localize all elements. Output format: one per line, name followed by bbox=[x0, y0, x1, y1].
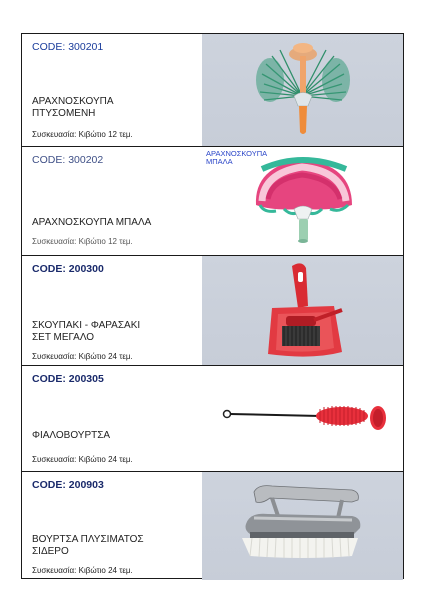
product-photo-cobweb-brush-folding bbox=[202, 34, 403, 146]
product-name bbox=[32, 96, 114, 120]
product-photo-bottle-brush bbox=[202, 366, 403, 471]
product-photo-cobweb-brush-ball bbox=[202, 147, 403, 255]
product-info bbox=[22, 472, 202, 580]
product-row-300202 bbox=[22, 147, 403, 256]
product-row-300201 bbox=[22, 34, 403, 147]
product-code bbox=[32, 263, 104, 275]
code-value: 300202 bbox=[68, 154, 104, 166]
product-name bbox=[32, 320, 140, 344]
product-photo-scrubbing-brush-iron bbox=[202, 472, 403, 580]
code-label: CODE: bbox=[32, 41, 66, 53]
code-label: CODE: bbox=[32, 263, 66, 275]
product-catalog-table bbox=[21, 33, 404, 579]
code-value: 200903 bbox=[68, 479, 104, 491]
bottle-brush-image bbox=[202, 366, 404, 471]
product-name-line: ΑΡΑΧΝΟΣΚΟΥΠΑ ΜΠΑΛΑ bbox=[32, 217, 152, 228]
product-name-line: ΠΤΥΣΟΜΕΝΗ bbox=[32, 108, 96, 119]
product-name bbox=[32, 534, 144, 558]
code-label: CODE: bbox=[32, 154, 66, 166]
product-name bbox=[32, 430, 110, 442]
product-row-200903 bbox=[22, 472, 403, 580]
caption-line: ΜΠΑΛΑ bbox=[206, 157, 233, 166]
product-name-line: ΣΕΤ ΜΕΓΑΛΟ bbox=[32, 332, 95, 343]
product-info bbox=[22, 256, 202, 365]
product-row-200305 bbox=[22, 366, 403, 472]
scrubbing-brush-iron-image bbox=[202, 472, 404, 579]
product-code bbox=[32, 373, 104, 385]
product-code bbox=[32, 154, 103, 166]
code-label: CODE: bbox=[32, 479, 66, 491]
code-label: CODE: bbox=[32, 373, 66, 385]
product-code bbox=[32, 479, 104, 491]
product-name-line: ΦΙΑΛΟΒΟΥΡΤΣΑ bbox=[32, 430, 111, 441]
product-packaging: Συσκευασία: Κιβώτιο 12 τεμ. bbox=[32, 237, 133, 246]
code-value: 300201 bbox=[68, 41, 104, 53]
caption-line: ΑΡΑΧΝΟΣΚΟΥΠΑ bbox=[206, 149, 268, 158]
dustpan-set-image bbox=[202, 256, 404, 365]
code-value: 200305 bbox=[68, 373, 104, 385]
product-name-line: ΣΙΔΕΡΟ bbox=[32, 546, 69, 557]
product-info bbox=[22, 34, 202, 146]
product-row-200300 bbox=[22, 256, 403, 366]
product-packaging: Συσκευασία: Κιβώτιο 24 τεμ. bbox=[32, 566, 133, 575]
product-packaging: Συσκευασία: Κιβώτιο 24 τεμ. bbox=[32, 455, 133, 464]
product-packaging: Συσκευασία: Κιβώτιο 12 τεμ. bbox=[32, 130, 133, 139]
product-info bbox=[22, 147, 202, 255]
cobweb-brush-folding-image bbox=[202, 34, 404, 146]
product-name-line: ΒΟΥΡΤΣΑ ΠΛΥΣΙΜΑΤΟΣ bbox=[32, 534, 144, 545]
code-value: 200300 bbox=[68, 263, 104, 275]
product-name-line: ΣΚΟΥΠΑΚΙ - ΦΑΡΑΣΑΚΙ bbox=[32, 320, 141, 331]
product-code bbox=[32, 41, 103, 53]
product-name-line: ΑΡΑΧΝΟΣΚΟΥΠΑ bbox=[32, 96, 114, 107]
product-name bbox=[32, 217, 151, 229]
product-info bbox=[22, 366, 202, 471]
product-packaging: Συσκευασία: Κιβώτιο 24 τεμ. bbox=[32, 352, 133, 361]
cobweb-brush-ball-image bbox=[202, 147, 404, 255]
product-photo-dustpan-set bbox=[202, 256, 403, 365]
